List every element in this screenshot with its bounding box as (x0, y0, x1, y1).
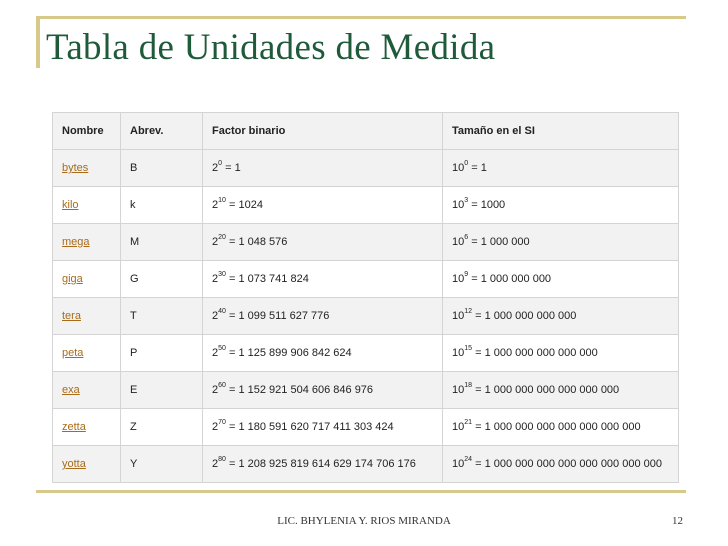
cell-abbr: B (121, 150, 203, 187)
si-exponent: 12 (464, 308, 473, 315)
table-row (53, 372, 679, 409)
cell-binary-factor: $2^{70} = 1$ 180 591 620 717 411 303 424 (203, 409, 443, 446)
footer-author: LIC. BHYLENIA Y. RIOS MIRANDA (277, 515, 451, 527)
cell-abbr: E (121, 372, 203, 409)
si-exponent: 9 (464, 271, 469, 278)
cell-binary-factor: $2^{10} = 1024$ (203, 187, 443, 224)
unit-name-link[interactable]: yotta (62, 458, 86, 470)
cell-binary-factor: $2^0 = 1$ (203, 150, 443, 187)
table-row (53, 298, 679, 335)
table-row (53, 409, 679, 446)
page-number: 12 (672, 515, 683, 527)
si-value: 1 000 000 000 000 (484, 310, 577, 322)
table-row (53, 261, 679, 298)
binary-value: 1 180 591 620 717 411 303 424 (238, 421, 394, 433)
binary-exponent: 30 (218, 271, 226, 278)
binary-value: 1 073 741 824 (238, 273, 309, 285)
si-value: 1000 (480, 199, 506, 211)
cell-abbr: G (121, 261, 203, 298)
cell-name (53, 261, 121, 298)
table-row (53, 224, 679, 261)
cell-si-size: $10^{15} = 1$ 000 000 000 000 000 (443, 335, 679, 372)
binary-exponent: 40 (218, 308, 226, 315)
unit-name-link[interactable]: zetta (62, 421, 86, 433)
si-value: 1 000 000 000 000 000 000 (484, 384, 620, 396)
binary-exponent: 20 (218, 234, 226, 241)
binary-exponent: 50 (218, 345, 226, 352)
si-value: 1 000 000 000 000 000 000 000 (484, 421, 641, 433)
cell-si-size: $10^{21} = 1$ 000 000 000 000 000 000 000 (443, 409, 679, 446)
table-row (53, 335, 679, 372)
unit-name-link[interactable]: exa (62, 384, 80, 396)
cell-si-size: $10^{24} = 1$ 000 000 000 000 000 000 000 000 (443, 446, 679, 483)
si-exponent: 21 (464, 419, 473, 426)
unit-name-link[interactable]: bytes (62, 162, 89, 174)
binary-value: 1 048 576 (238, 236, 288, 248)
cell-name (53, 187, 121, 224)
binary-value: 1 (234, 162, 241, 174)
cell-binary-factor: $2^{40} = 1$ 099 511 627 776 (203, 298, 443, 335)
cell-si-size: $10^{12} = 1$ 000 000 000 000 (443, 298, 679, 335)
binary-value: 1 208 925 819 614 629 174 706 176 (238, 458, 416, 470)
si-value: 1 000 000 (480, 236, 530, 248)
cell-binary-factor: $2^{30} = 1$ 073 741 824 (203, 261, 443, 298)
cell-name (53, 335, 121, 372)
binary-value: 1 125 899 906 842 624 (238, 347, 352, 359)
unit-name-link[interactable]: peta (62, 347, 84, 359)
cell-name (53, 150, 121, 187)
si-value: 1 000 000 000 000 000 (484, 347, 598, 359)
table-row (53, 187, 679, 224)
si-exponent: 0 (464, 160, 469, 167)
cell-binary-factor: $2^{20} = 1$ 048 576 (203, 224, 443, 261)
unit-name-link[interactable]: kilo (62, 199, 79, 211)
si-value: 1 (480, 162, 487, 174)
unit-name-link[interactable]: giga (62, 273, 83, 285)
cell-name (53, 446, 121, 483)
header-si-size: Tamaño en el SI (443, 113, 679, 150)
binary-value: 1 099 511 627 776 (238, 310, 330, 322)
si-exponent: 3 (464, 197, 469, 204)
cell-name (53, 409, 121, 446)
cell-abbr: M (121, 224, 203, 261)
si-exponent: 6 (464, 234, 469, 241)
header-name: Nombre (53, 113, 121, 150)
binary-exponent: 0 (218, 160, 223, 167)
cell-binary-factor: $2^{60} = 1$ 152 921 504 606 846 976 (203, 372, 443, 409)
units-table (52, 112, 679, 483)
table-header-row (53, 113, 679, 150)
cell-name (53, 372, 121, 409)
cell-si-size: $10^3 = 1000$ (443, 187, 679, 224)
si-exponent: 18 (464, 382, 473, 389)
cell-binary-factor: $2^{80} = 1$ 208 925 819 614 629 174 706 176 (203, 446, 443, 483)
si-value: 1 000 000 000 (480, 273, 552, 285)
left-frame-line (36, 16, 40, 68)
cell-abbr: Y (121, 446, 203, 483)
cell-binary-factor: $2^{50} = 1$ 125 899 906 842 624 (203, 335, 443, 372)
si-exponent: 24 (464, 456, 473, 463)
table-row (53, 446, 679, 483)
cell-abbr: k (121, 187, 203, 224)
cell-si-size: $10^9 = 1$ 000 000 000 (443, 261, 679, 298)
binary-exponent: 70 (218, 419, 226, 426)
cell-si-size: $10^{18} = 1$ 000 000 000 000 000 000 (443, 372, 679, 409)
binary-value: 1 152 921 504 606 846 976 (238, 384, 374, 396)
slide-title: Tabla de Unidades de Medida (46, 27, 496, 68)
si-exponent: 15 (464, 345, 473, 352)
cell-name (53, 298, 121, 335)
binary-value: 1024 (238, 199, 263, 211)
cell-abbr: T (121, 298, 203, 335)
cell-abbr: P (121, 335, 203, 372)
cell-si-size: $10^6 = 1$ 000 000 (443, 224, 679, 261)
header-binary-factor: Factor binario (203, 113, 443, 150)
cell-name (53, 224, 121, 261)
table-body (53, 150, 679, 483)
cell-si-size: $10^0 = 1$ (443, 150, 679, 187)
header-abbr: Abrev. (121, 113, 203, 150)
si-value: 1 000 000 000 000 000 000 000 000 (484, 458, 662, 470)
unit-name-link[interactable]: tera (62, 310, 81, 322)
table-row (53, 150, 679, 187)
footer-line (36, 490, 686, 493)
binary-exponent: 80 (218, 456, 226, 463)
unit-name-link[interactable]: mega (62, 236, 90, 248)
binary-exponent: 10 (218, 197, 226, 204)
binary-exponent: 60 (218, 382, 226, 389)
cell-abbr: Z (121, 409, 203, 446)
top-frame-line (36, 16, 686, 19)
